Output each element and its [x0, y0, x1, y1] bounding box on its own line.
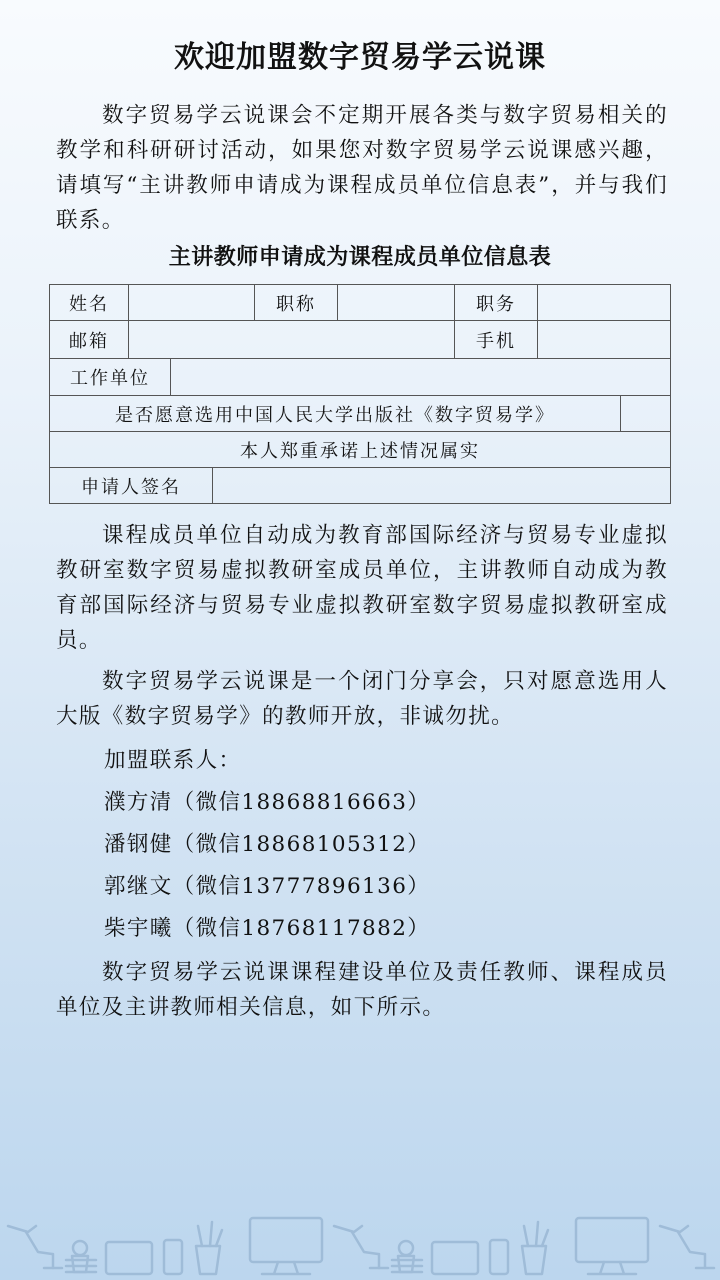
contact-item: 柴宇曦（微信18768117882） [104, 916, 431, 941]
contact-item: 郭继文（微信13777896136） [104, 874, 431, 899]
commitment-statement: 本人郑重承诺上述情况属实 [50, 432, 671, 468]
tablet-icon [106, 1242, 152, 1274]
phone-input-cell[interactable] [538, 321, 671, 359]
application-form-table [49, 284, 671, 504]
contact-item: 潘钢健（微信18868105312） [104, 832, 431, 857]
position-label: 职务 [455, 285, 538, 321]
phone-label: 手机 [455, 321, 538, 359]
email-label: 邮箱 [50, 321, 129, 359]
desk-lamp-icon [8, 1226, 62, 1268]
email-input-cell[interactable] [129, 321, 455, 359]
position-input-cell[interactable] [538, 285, 671, 321]
closed-session-paragraph: 数字贸易学云说课是一个闭门分享会，只对愿意选用人大版《数字贸易学》的教师开放，非诚勿扰。 [56, 669, 668, 729]
form-title: 主讲教师申请成为课程成员单位信息表 [168, 244, 552, 270]
members-paragraph: 课程成员单位自动成为教育部国际经济与贸易专业虚拟教研室数字贸易虚拟教研室成员单位，主讲教师自动成为教育部国际经济与贸易专业虚拟教研室数字贸易虚拟教研室成员。 [56, 523, 668, 653]
monitor-icon [576, 1218, 648, 1274]
monitor-icon [250, 1218, 322, 1274]
job-title-label: 职称 [255, 285, 338, 321]
pen-holder-icon [196, 1222, 222, 1274]
signature-input-cell[interactable] [213, 468, 671, 504]
tablet-icon [432, 1242, 478, 1274]
footer-illustration [0, 1212, 720, 1280]
plant-icon [66, 1241, 96, 1272]
work-unit-input-cell[interactable] [171, 359, 671, 396]
pen-holder-icon [522, 1222, 548, 1274]
textbook-answer-cell[interactable] [621, 396, 671, 432]
intro-paragraph: 数字贸易学云说课会不定期开展各类与数字贸易相关的教学和科研研讨活动，如果您对数字贸易学云说课感兴趣，请填写“主讲教师申请成为课程成员单位信息表”，并与我们联系。 [56, 103, 668, 233]
signature-label: 申请人签名 [50, 468, 213, 504]
contact-item: 濮方清（微信18868816663） [104, 790, 431, 815]
contacts-heading: 加盟联系人： [104, 748, 242, 773]
work-unit-label: 工作单位 [50, 359, 171, 396]
plant-icon [392, 1241, 422, 1272]
phone-icon [164, 1240, 182, 1274]
job-title-input-cell[interactable] [338, 285, 455, 321]
page-title: 欢迎加盟数字贸易学云说课 [174, 40, 546, 75]
desk-lamp-icon [660, 1226, 714, 1268]
name-label: 姓名 [50, 285, 129, 321]
textbook-question: 是否愿意选用中国人民大学出版社《数字贸易学》 [50, 396, 621, 432]
closing-paragraph: 数字贸易学云说课课程建设单位及责任教师、课程成员单位及主讲教师相关信息，如下所示。 [56, 960, 668, 1020]
desk-lamp-icon [334, 1226, 388, 1268]
phone-icon [490, 1240, 508, 1274]
name-input-cell[interactable] [129, 285, 255, 321]
